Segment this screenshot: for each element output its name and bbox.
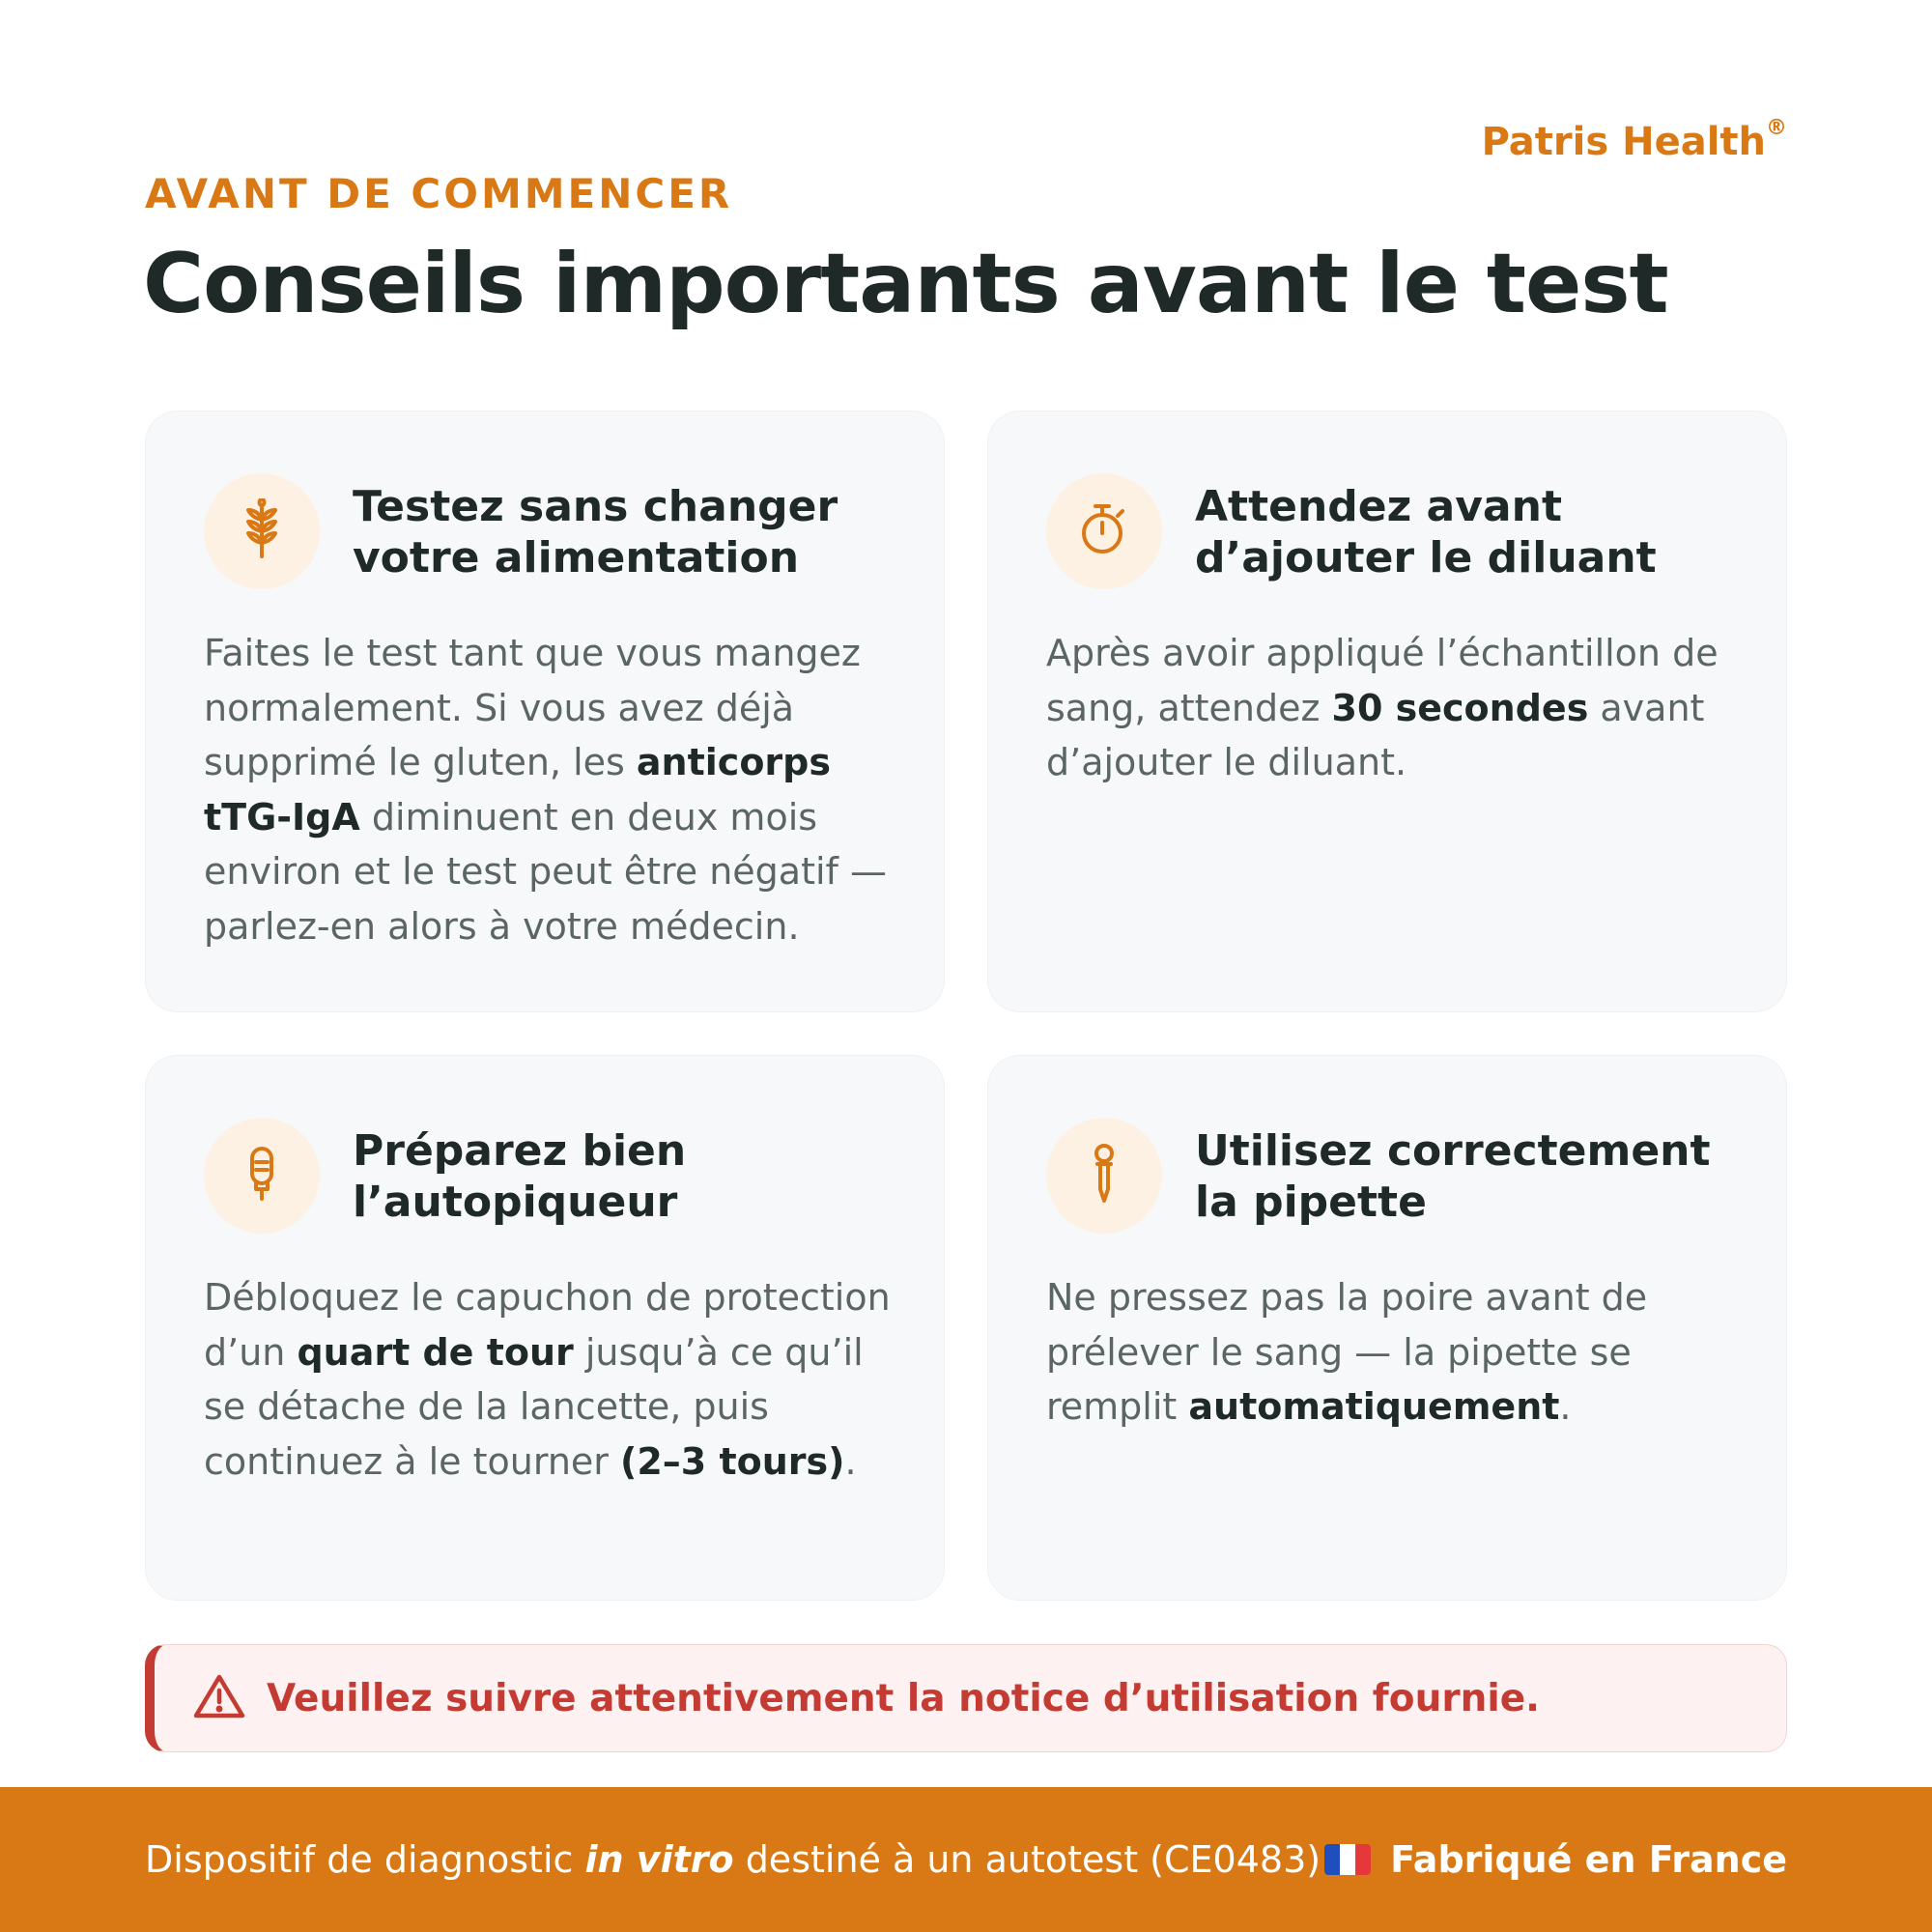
body-text: jusqu’à ce qu’il se détache de la lancette, puis continuez à le tourner — [204, 1330, 864, 1483]
card-body — [204, 1270, 895, 1489]
body-text: avant d’ajouter le diluant. — [1046, 686, 1705, 783]
brand-name: Patris Health — [1481, 120, 1766, 164]
footer-text-before: Dispositif de diagnostic — [145, 1838, 585, 1881]
body-text: Débloquez le capuchon de protection d’un — [204, 1276, 891, 1374]
registered-mark: ® — [1766, 116, 1787, 140]
icon-circle — [204, 473, 320, 589]
tip-card-wait — [987, 411, 1787, 1012]
card-body — [204, 626, 895, 953]
warning-banner — [145, 1644, 1787, 1752]
emphasis-text: anticorps tTG-IgA — [204, 741, 831, 838]
card-body — [1046, 626, 1738, 790]
emphasis-text: (2–3 tours) — [620, 1439, 845, 1483]
card-heading: Testez sans changer votre alimentation — [353, 482, 838, 582]
icon-circle — [1046, 1118, 1162, 1234]
emphasis-text: automatiquement — [1188, 1385, 1560, 1428]
card-heading: Préparez bien l’autopiqueur — [353, 1126, 687, 1227]
footer-bar — [0, 1787, 1932, 1932]
footer-text-italic: in vitro — [584, 1838, 734, 1881]
footer-text-after: destiné à un autotest (CE0483) — [733, 1838, 1321, 1881]
body-text: . — [844, 1439, 857, 1483]
card-body — [1046, 1270, 1738, 1435]
emphasis-text: quart de tour — [297, 1330, 574, 1374]
body-text: Faites le test tant que vous mangez normalement. Si vous avez déjà supprimé le gluten, les — [204, 632, 861, 783]
tip-card-diet — [145, 411, 945, 1012]
body-text: Ne pressez pas la poire avant de prélever le sang — la pipette se remplit — [1046, 1276, 1648, 1428]
france-flag-icon — [1324, 1844, 1371, 1875]
page-title: Conseils importants avant le test — [143, 236, 1668, 332]
warning-text: Veuillez suivre attentivement la notice d’utilisation fournie. — [267, 1676, 1540, 1720]
tip-card-lancet — [145, 1055, 945, 1601]
made-in-france — [1324, 1838, 1787, 1881]
stopwatch-icon — [1079, 502, 1129, 560]
footer-device-text — [145, 1838, 1321, 1881]
pipette-icon — [1092, 1143, 1117, 1208]
icon-circle — [1046, 473, 1162, 589]
tip-card-pipette — [987, 1055, 1787, 1601]
body-text: diminuent en deux mois environ et le test peut être négatif — parlez-en alors à votre médecin. — [204, 795, 888, 948]
body-text: Après avoir appliqué l’échantillon de sang, attendez — [1046, 632, 1719, 729]
card-heading: Utilisez correctement la pipette — [1195, 1126, 1711, 1227]
lancet-icon — [247, 1145, 276, 1207]
body-text: . — [1559, 1385, 1572, 1428]
icon-circle — [204, 1118, 320, 1234]
wheat-icon — [240, 498, 284, 564]
made-in-label: Fabriqué en France — [1390, 1838, 1787, 1881]
brand-logo — [1481, 116, 1787, 164]
warning-triangle-icon — [193, 1673, 245, 1723]
emphasis-text: 30 secondes — [1331, 686, 1589, 729]
section-eyebrow: AVANT DE COMMENCER — [145, 170, 733, 217]
card-heading: Attendez avant d’ajouter le diluant — [1195, 482, 1657, 582]
